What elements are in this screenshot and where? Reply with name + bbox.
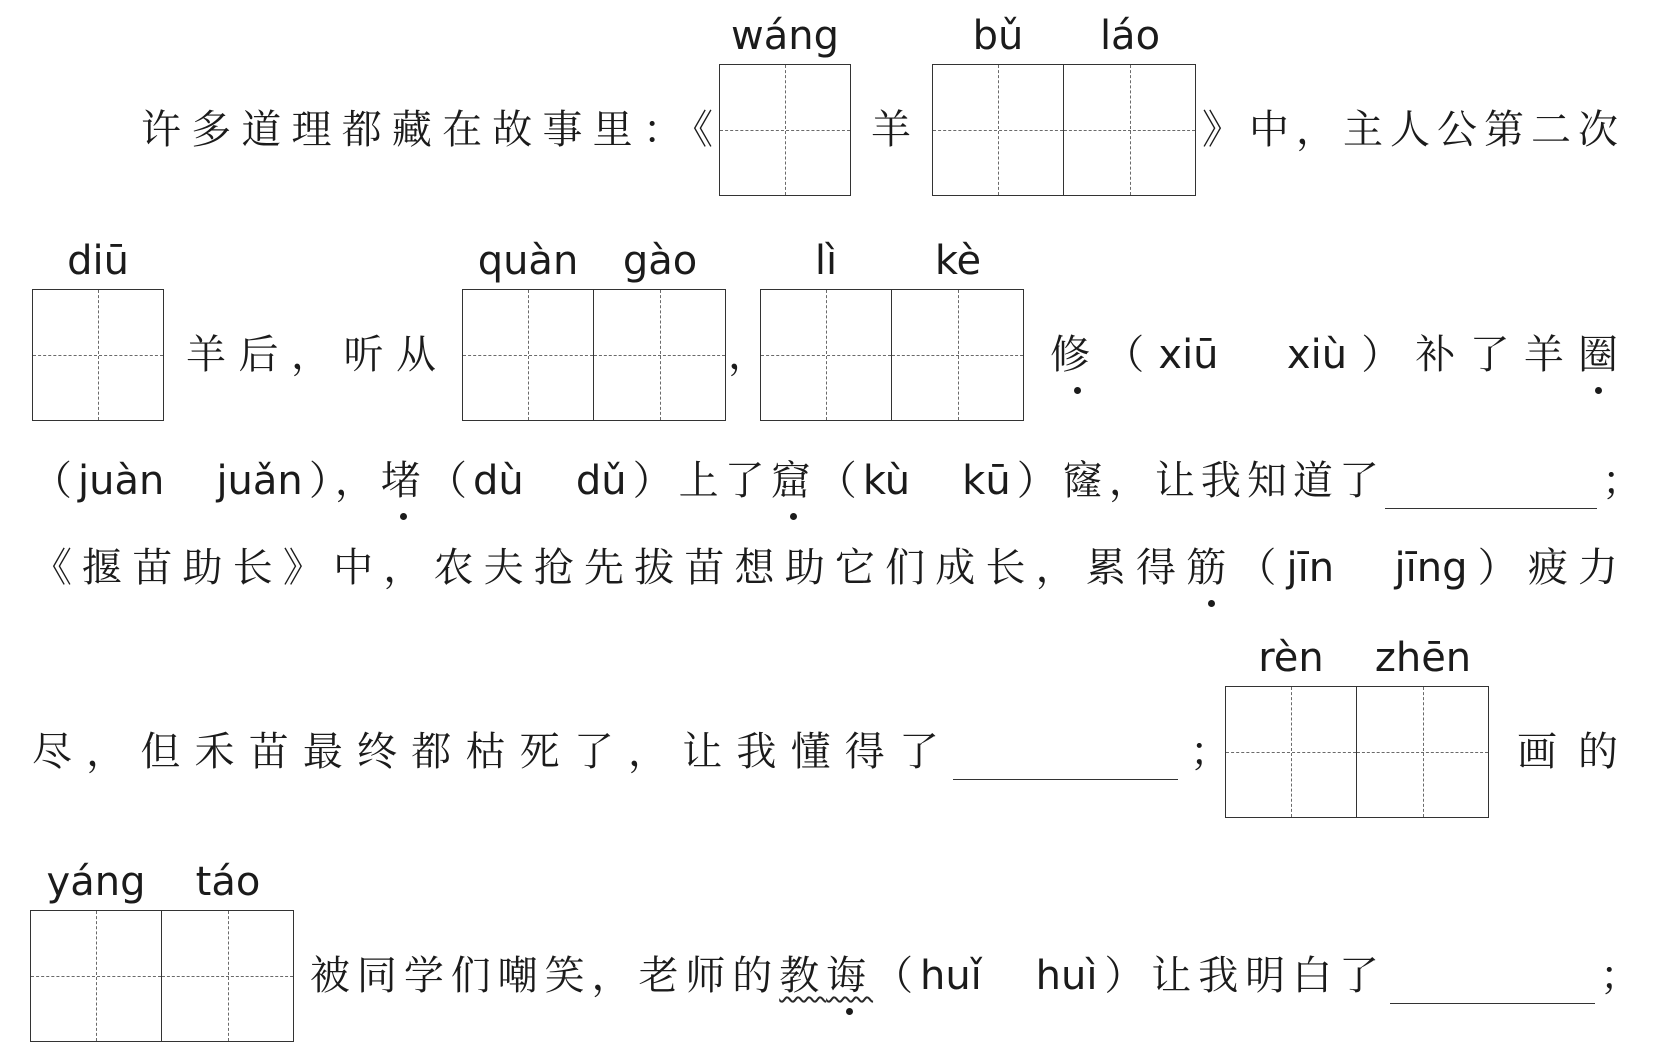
tianzige-grid [1225, 686, 1489, 818]
pronunciation-choice-text: （juàn juǎn）， [32, 458, 381, 504]
pinyin-row [30, 854, 294, 910]
writing-box-cell[interactable] [162, 910, 294, 1042]
pronunciation-choice-text: （huǐ huì）让我明白了 [873, 953, 1379, 999]
answer-blank[interactable] [953, 724, 1178, 780]
writing-box-group-bu-lao [932, 8, 1196, 196]
wavy-underlined-char: 教 [779, 953, 827, 999]
pinyin-row [719, 8, 851, 64]
writing-box-cell[interactable] [30, 910, 162, 1042]
line2-text-b-run [1050, 327, 1618, 383]
tianzige-grid [719, 64, 851, 196]
writing-box-cell[interactable] [1225, 686, 1357, 818]
pinyin-row [32, 233, 164, 289]
line1-middle-text: 羊 [871, 107, 911, 153]
pinyin-label: quàn [477, 238, 579, 284]
line6-text-a: 被同学们嘲笑，老师的 [310, 953, 780, 999]
line4-text-a: 《揠苗助长》中，农夫抢先拔苗想助它们成长，累得 [32, 545, 1187, 591]
pinyin-row [462, 233, 726, 289]
pinyin-label: bǔ [972, 13, 1024, 59]
line4-text-run [32, 540, 1618, 596]
writing-box-cell[interactable] [719, 64, 851, 196]
line3-text-run [32, 453, 1379, 509]
emphasized-char: 圈 [1578, 332, 1619, 378]
writing-box-group-diu [32, 233, 164, 421]
pinyin-label: lì [814, 238, 838, 284]
pinyin-label: yáng [46, 859, 146, 905]
line5-text-a: 尽，但禾苗最终都枯死了，让我懂得了 [32, 729, 939, 775]
wavy-underlined-emphasized-char: 诲 [826, 953, 874, 999]
line5-text-b: 画的 [1517, 729, 1618, 775]
pinyin-label: zhēn [1374, 635, 1472, 681]
pinyin-label: gào [622, 238, 698, 284]
tianzige-grid [30, 910, 294, 1042]
pronunciation-choice-text: （jīn jīng）疲力 [1236, 545, 1619, 591]
pronunciation-choice-text: （xiū xiù）补了羊 [1104, 332, 1579, 378]
writing-box-cell[interactable] [1357, 686, 1489, 818]
writing-box-cell[interactable] [594, 289, 726, 421]
writing-box-cell[interactable] [932, 64, 1064, 196]
emphasized-char: 筋 [1186, 545, 1237, 591]
line2-text-a: 羊后，听从 [186, 332, 436, 378]
line6-semicolon: ； [1600, 953, 1640, 999]
pinyin-row [760, 233, 1024, 289]
pinyin-row [932, 8, 1196, 64]
writing-box-cell[interactable] [1064, 64, 1196, 196]
tianzige-grid [462, 289, 726, 421]
writing-box-group-li-ke [760, 233, 1024, 421]
line6-text-run [310, 948, 1379, 1004]
writing-box-cell[interactable] [462, 289, 594, 421]
writing-box-cell[interactable] [892, 289, 1024, 421]
pinyin-label: kè [934, 238, 982, 284]
writing-box-group-yang-tao [30, 854, 294, 1042]
line3-semicolon: ； [1602, 458, 1642, 504]
writing-box-group-wang [719, 8, 851, 196]
writing-box-group-ren-zhen [1225, 630, 1489, 818]
line3-text-c: （kù kū）窿，让我知道了 [816, 458, 1380, 504]
line5-semicolon: ； [1190, 729, 1230, 775]
line1-intro-text: 许多道理都藏在故事里：《 [141, 107, 713, 153]
tianzige-grid [760, 289, 1024, 421]
pinyin-row [1225, 630, 1489, 686]
emphasized-char: 堵 [380, 458, 427, 504]
pinyin-label: wáng [731, 13, 839, 59]
pinyin-label: diū [67, 238, 129, 284]
writing-box-group-quan-gao [462, 233, 726, 421]
tianzige-grid [932, 64, 1196, 196]
line2-comma: ， [728, 332, 768, 378]
pronunciation-choice-text: （dù dǔ）上了 [426, 458, 771, 504]
pinyin-label: láo [1099, 13, 1161, 59]
emphasized-char: 修 [1050, 332, 1105, 378]
line1-tail-text: 》中，主人公第二次 [1202, 107, 1618, 153]
answer-blank[interactable] [1390, 948, 1595, 1004]
pinyin-label: táo [195, 859, 261, 905]
writing-box-cell[interactable] [760, 289, 892, 421]
answer-blank[interactable] [1385, 453, 1597, 509]
tianzige-grid [32, 289, 164, 421]
emphasized-char: 窟 [770, 458, 817, 504]
writing-box-cell[interactable] [32, 289, 164, 421]
pinyin-label: rèn [1258, 635, 1324, 681]
